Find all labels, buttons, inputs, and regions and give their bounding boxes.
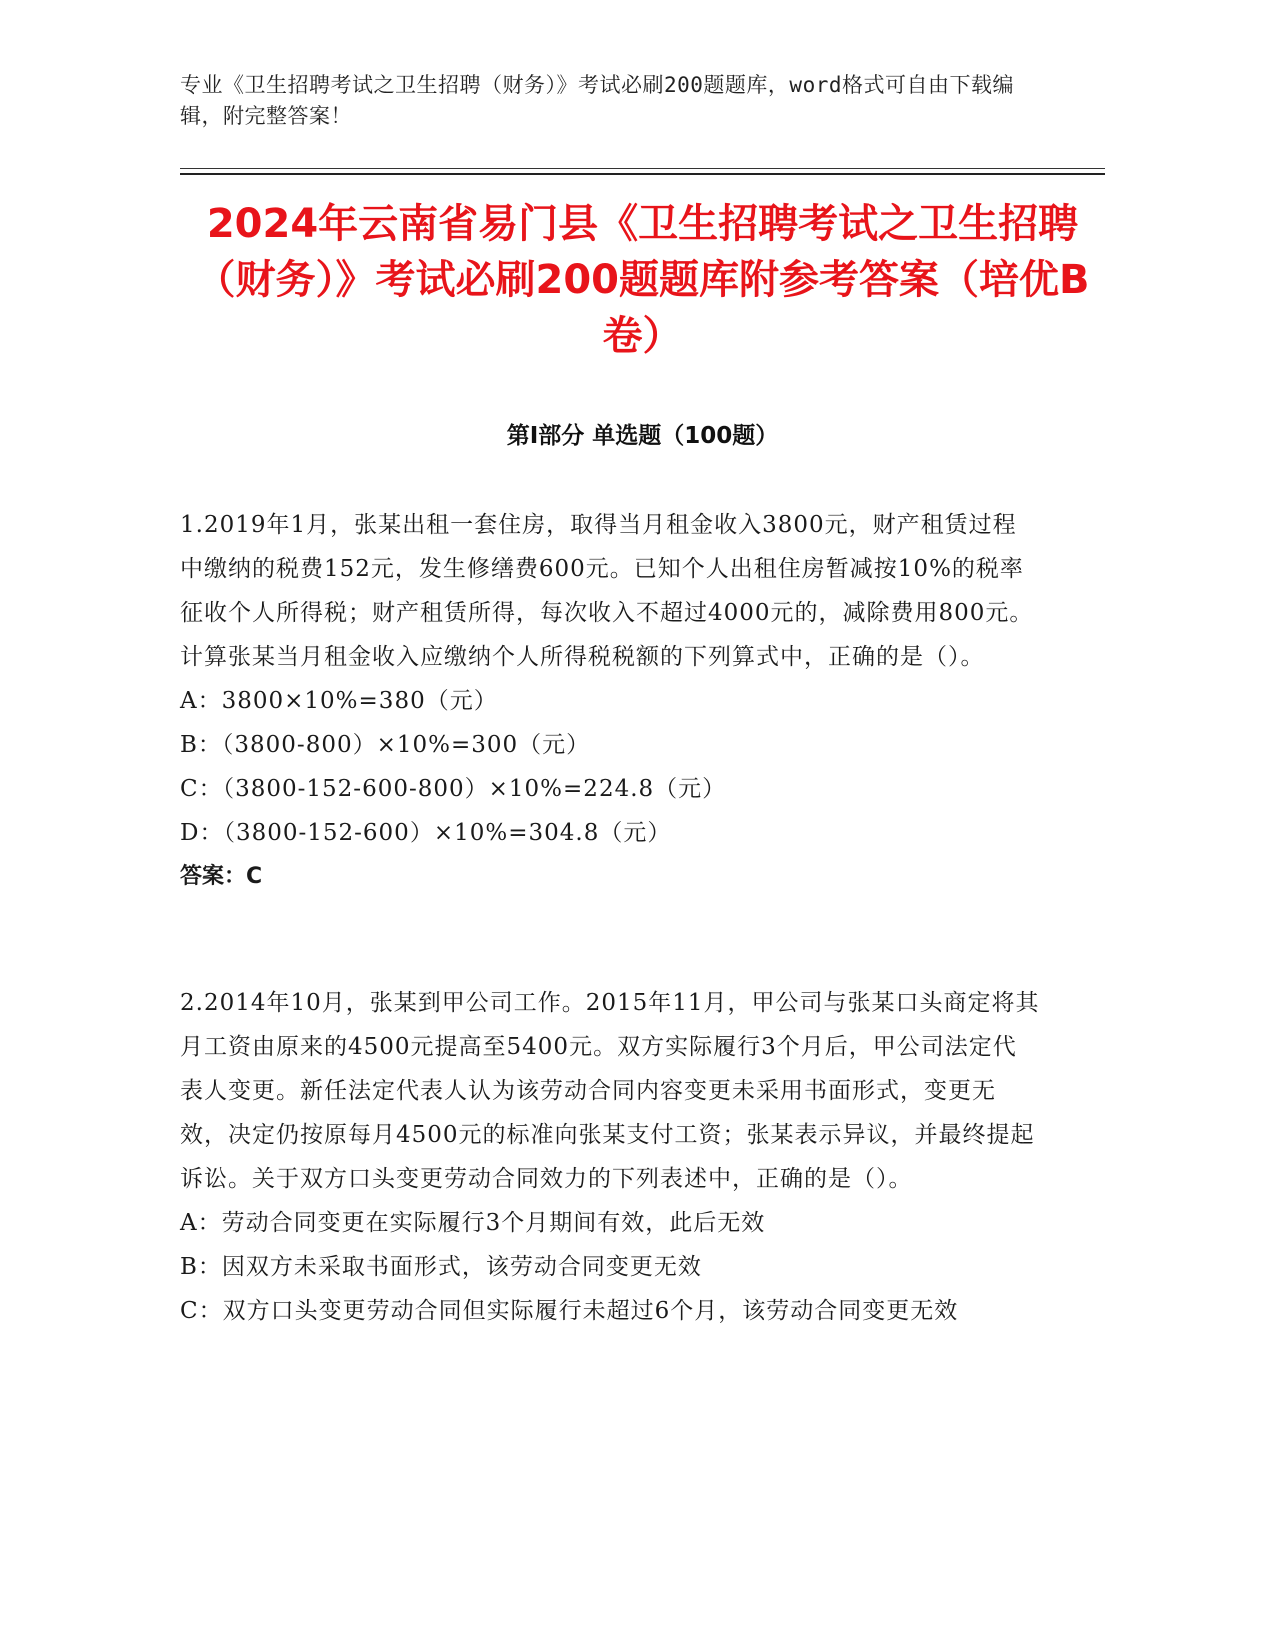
header-divider-thick [180, 173, 1105, 175]
question-2 [180, 981, 1040, 1333]
question-1-stem: 1.2019年1月，张某出租一套住房，取得当月租金收入3800元，财产租赁过程中缴纳的税费152元，发生修缮费600元。已知个人出租住房暂减按10%的税率征收个人所得税；财产租赁所得，每次收入不超过4000元的，减除费用800元。计算张某当月租金收入应缴纳个人所得税税额的下列算式中，正确的是（）。 [180, 512, 1034, 670]
question-1-option-b: B：（3800-800）×10%=300（元） [180, 732, 591, 758]
question-1-answer: 答案：C [180, 864, 263, 889]
question-1-option-a: A：3800×10%=380（元） [180, 688, 498, 714]
header-divider-thin [180, 168, 1105, 169]
header-note: 专业《卫生招聘考试之卫生招聘（财务）》考试必刷200题题库，word格式可自由下载编辑，附完整答案！ [180, 73, 1014, 128]
question-1 [180, 503, 1040, 899]
question-2-option-c: C：双方口头变更劳动合同但实际履行未超过6个月，该劳动合同变更无效 [180, 1298, 959, 1324]
question-2-stem: 2.2014年10月，张某到甲公司工作。2015年11月，甲公司与张某口头商定将其月工资由原来的4500元提高至5400元。双方实际履行3个月后，甲公司法定代表人变更。新任法定代表人认为该劳动合同内容变更未采用书面形式，变更无效，决定仍按原每月4500元的标准向张某支付工资；张某表示异议，并最终提起诉讼。关于双方口头变更劳动合同效力的下列表述中，正确的是（）。 [180, 990, 1040, 1192]
document-title: 2024年云南省易门县《卫生招聘考试之卫生招聘（财务）》考试必刷200题题库附参考答案（培优B卷） [195, 201, 1090, 359]
question-1-option-c: C：（3800-152-600-800）×10%=224.8（元） [180, 776, 727, 802]
question-2-option-b: B：因双方未采取书面形式，该劳动合同变更无效 [180, 1254, 702, 1280]
question-2-option-a: A：劳动合同变更在实际履行3个月期间有效，此后无效 [180, 1210, 766, 1236]
section-title: 第Ⅰ部分 单选题（100题） [506, 423, 779, 449]
question-1-option-d: D：（3800-152-600）×10%=304.8（元） [180, 820, 672, 846]
